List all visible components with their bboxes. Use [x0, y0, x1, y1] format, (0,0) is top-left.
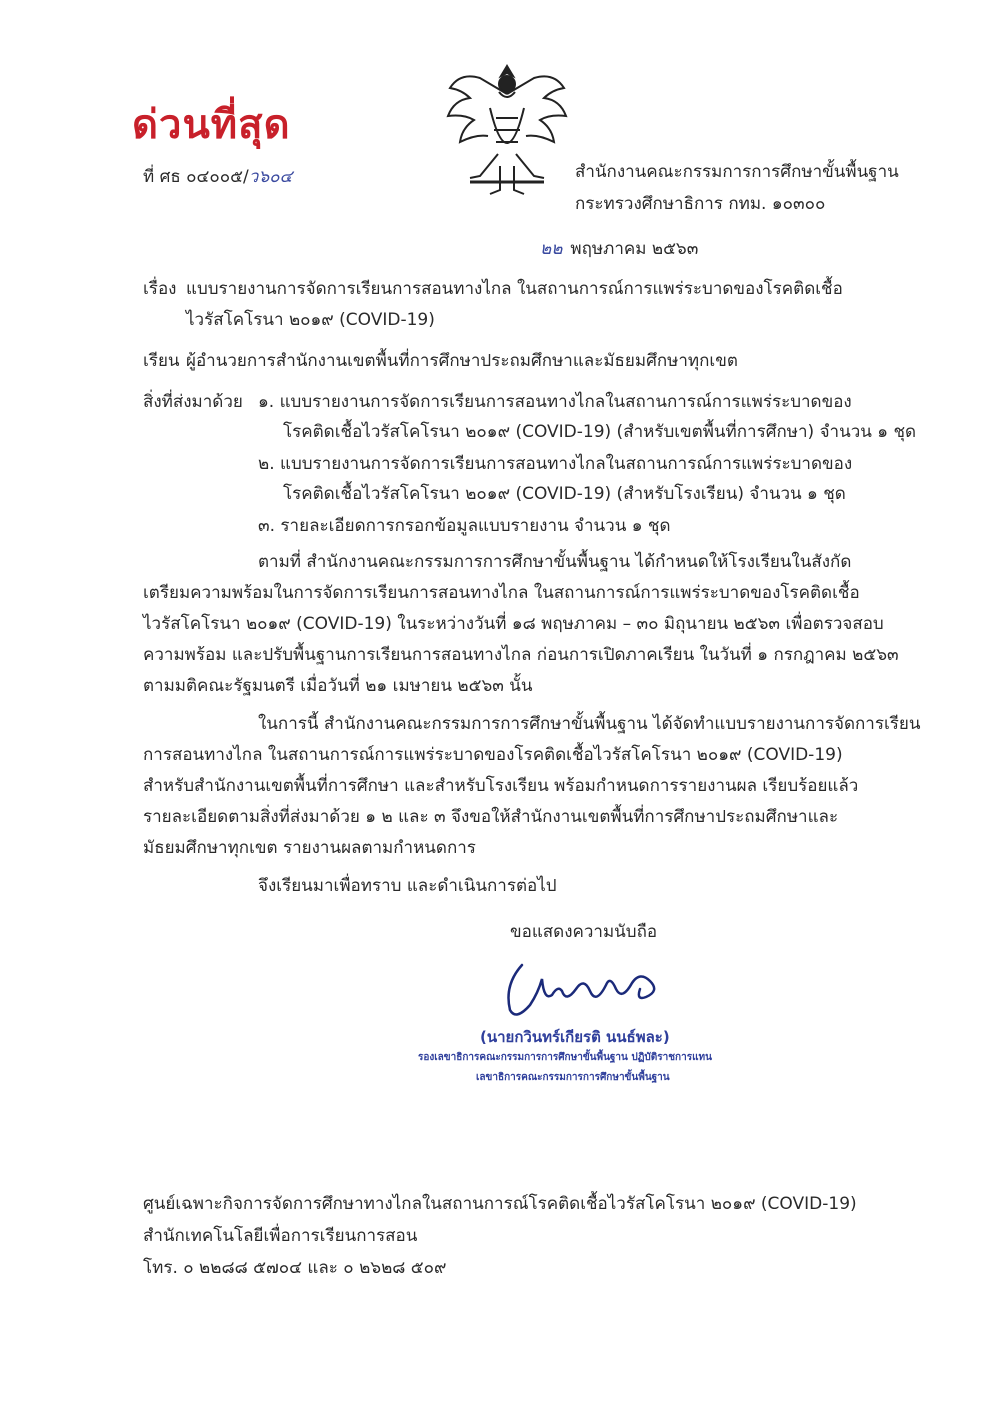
urgency-stamp: ด่วนที่สุด — [132, 102, 291, 148]
recipient-label: เรียน — [143, 351, 180, 371]
paragraph2-line4: รายละเอียดตามสิ่งที่ส่งมาด้วย ๑ ๒ และ ๓ จึงขอให้สำนักงานเขตพื้นที่การศึกษาประถมศึกษาและ — [143, 807, 839, 827]
org-name-line1: สำนักงานคณะกรรมการการศึกษาขั้นพื้นฐาน — [575, 162, 899, 182]
closing-salutation: ขอแสดงความนับถือ — [510, 922, 658, 942]
document-date — [540, 235, 698, 262]
subject-line2: ไวรัสโคโรนา ๒๐๑๙ (COVID-19) — [186, 310, 435, 330]
recipient-text: ผู้อำนวยการสำนักงานเขตพื้นที่การศึกษาประถมศึกษาและมัธยมศึกษาทุกเขต — [186, 351, 738, 371]
paragraph2-line2: การสอนทางไกล ในสถานการณ์การแพร่ระบาดของโรคติดเชื้อไวรัสโคโรนา ๒๐๑๙ (COVID-19) — [143, 745, 843, 765]
document-number-handwritten: ว๖๐๔ — [248, 167, 293, 187]
footer-line1: ศูนย์เฉพาะกิจการจัดการศึกษาทางไกลในสถานการณ์โรคติดเชื้อไวรัสโคโรนา ๒๐๑๙ (COVID-19) — [143, 1194, 857, 1214]
document-number-prefix: ที่ ศธ ๐๔๐๐๕/ — [143, 167, 249, 187]
paragraph1-line3: ไวรัสโคโรนา ๒๐๑๙ (COVID-19) ในระหว่างวันที่ ๑๘ พฤษภาคม – ๓๐ มิถุนายน ๒๕๖๓ เพื่อตรวจสอบ — [143, 614, 884, 634]
paragraph1-line1: ตามที่ สำนักงานคณะกรรมการการศึกษาขั้นพื้นฐาน ได้กำหนดให้โรงเรียนในสังกัด — [258, 552, 852, 572]
garuda-emblem-icon — [440, 58, 575, 198]
attachment-item-2: ๒. แบบรายงานการจัดการเรียนการสอนทางไกลในสถานการณ์การแพร่ระบาดของ — [258, 454, 853, 474]
paragraph2-line1: ในการนี้ สำนักงานคณะกรรมการการศึกษาขั้นพื้นฐาน ได้จัดทำแบบรายงานการจัดการเรียน — [258, 714, 921, 734]
signer-name: (นายกวินทร์เกียรติ นนธ์พละ) — [480, 1028, 670, 1046]
paragraph1-line4: ความพร้อม และปรับพื้นฐานการเรียนการสอนทางไกล ก่อนการเปิดภาคเรียน ในวันที่ ๑ กรกฎาคม ๒๕๖๓ — [143, 645, 899, 665]
footer-line2: สำนักเทคโนโลยีเพื่อการเรียนการสอน — [143, 1226, 418, 1246]
footer-phone: โทร. ๐ ๒๒๘๘ ๕๗๐๔ และ ๐ ๒๖๒๘ ๕๐๙ — [143, 1258, 447, 1278]
date-day-handwritten: ๒๒ — [540, 239, 563, 259]
subject-line1: แบบรายงานการจัดการเรียนการสอนทางไกล ในสถานการณ์การแพร่ระบาดของโรคติดเชื้อ — [186, 279, 843, 299]
paragraph2-line5: มัธยมศึกษาทุกเขต รายงานผลตามกำหนดการ — [143, 838, 476, 858]
attachment-item-3: ๓. รายละเอียดการกรอกข้อมูลแบบรายงาน จำนวน ๑ ชุด — [258, 516, 671, 536]
paragraph3: จึงเรียนมาเพื่อทราบ และดำเนินการต่อไป — [258, 876, 557, 896]
attachment-item-2-cont: โรคติดเชื้อไวรัสโคโรนา ๒๐๑๙ (COVID-19) (สำหรับโรงเรียน) จำนวน ๑ ชุด — [283, 484, 846, 504]
signer-position1: รองเลขาธิการคณะกรรมการการศึกษาขั้นพื้นฐาน ปฏิบัติราชการแทน — [418, 1052, 712, 1063]
paragraph1-line2: เตรียมความพร้อมในการจัดการเรียนการสอนทางไกล ในสถานการณ์การแพร่ระบาดของโรคติดเชื้อ — [143, 583, 860, 603]
subject-label: เรื่อง — [143, 279, 177, 299]
handwritten-signature-icon — [500, 955, 680, 1025]
date-month-year: พฤษภาคม ๒๕๖๓ — [570, 239, 699, 259]
attachment-item-1: ๑. แบบรายงานการจัดการเรียนการสอนทางไกลในสถานการณ์การแพร่ระบาดของ — [258, 392, 852, 412]
org-name-line2: กระทรวงศึกษาธิการ กทม. ๑๐๓๐๐ — [575, 194, 826, 214]
document-number — [143, 163, 292, 190]
attachment-item-1-cont: โรคติดเชื้อไวรัสโคโรนา ๒๐๑๙ (COVID-19) (สำหรับเขตพื้นที่การศึกษา) จำนวน ๑ ชุด — [283, 422, 917, 442]
signer-position2: เลขาธิการคณะกรรมการการศึกษาขั้นพื้นฐาน — [476, 1072, 670, 1083]
paragraph2-line3: สำหรับสำนักงานเขตพื้นที่การศึกษา และสำหรับโรงเรียน พร้อมกำหนดการรายงานผล เรียบร้อยแล้ว — [143, 776, 859, 796]
attachments-label: สิ่งที่ส่งมาด้วย — [143, 392, 243, 412]
paragraph1-line5: ตามมติคณะรัฐมนตรี เมื่อวันที่ ๒๑ เมษายน ๒๕๖๓ นั้น — [143, 676, 533, 696]
